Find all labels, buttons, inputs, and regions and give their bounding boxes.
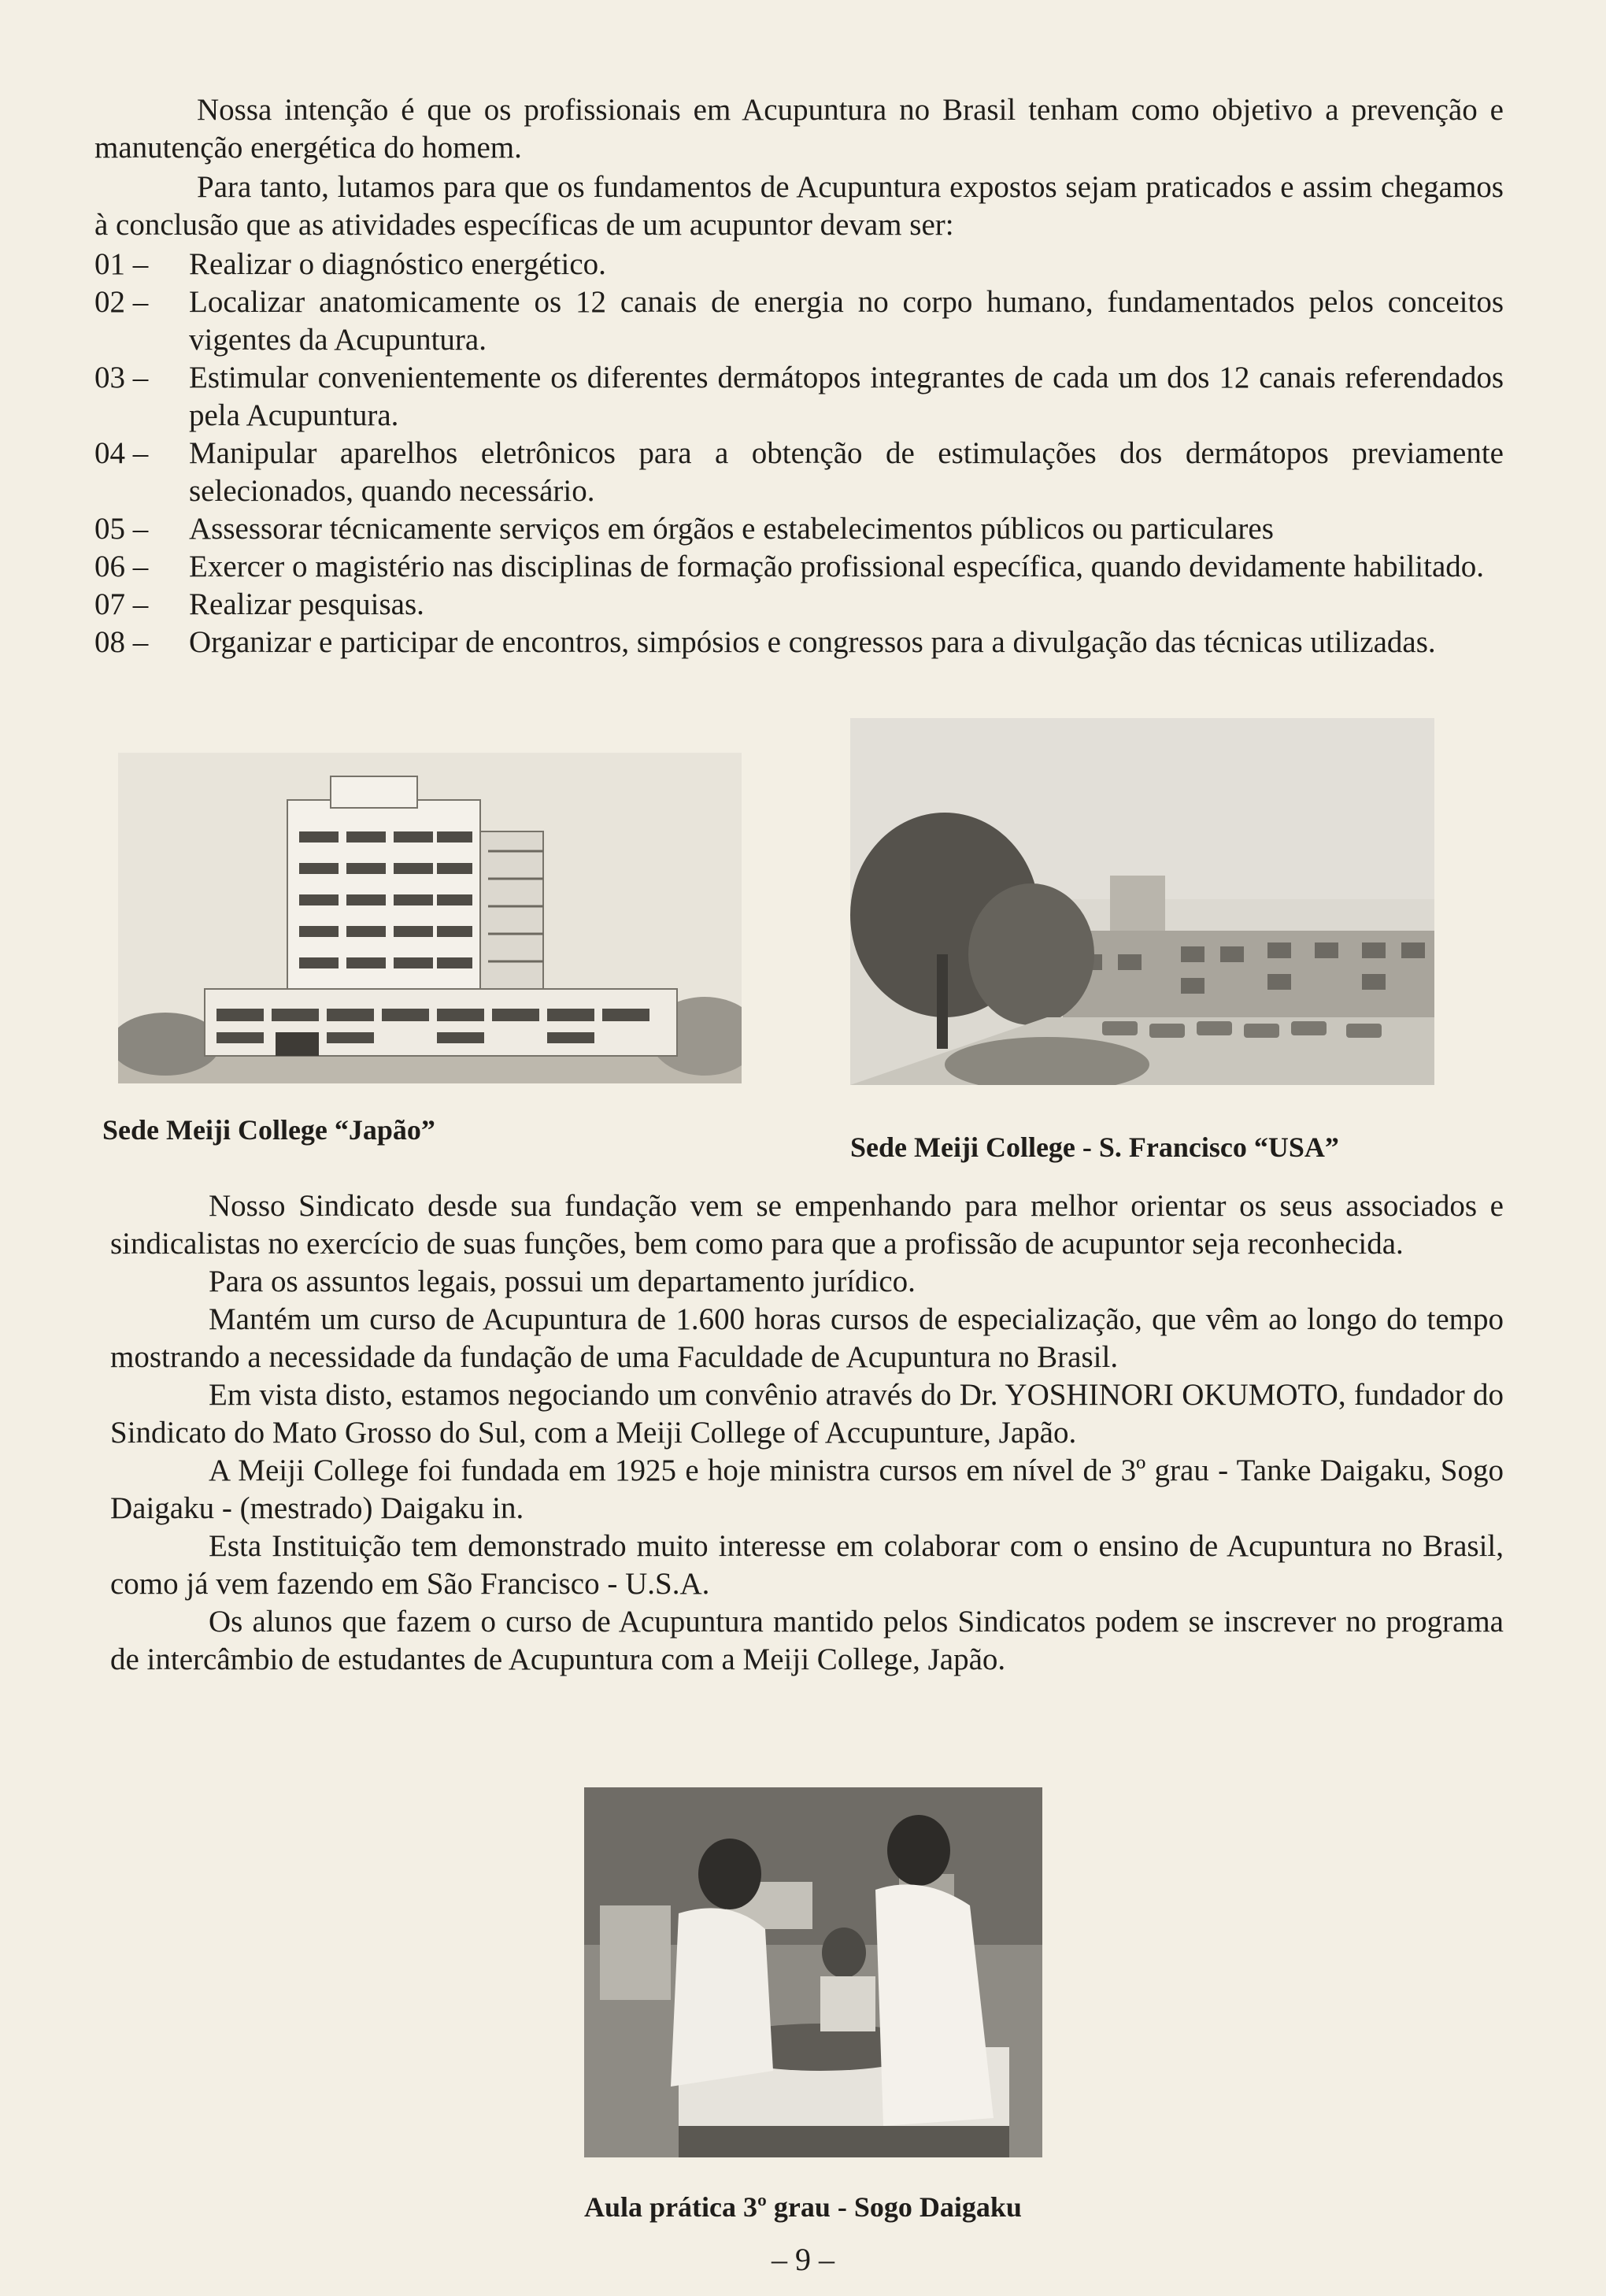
photo-meiji-japan — [118, 753, 742, 1083]
caption-meiji-japan: Sede Meiji College “Japão” — [102, 1114, 435, 1146]
list-item: 06 – Exercer o magistério nas disciplinas de formação profissional específica, quando devidamente habilitado. — [94, 550, 1485, 583]
paragraph: Em vista disto, estamos negociando um convênio através do Dr. YOSHINORI OKUMOTO, fundador do Sindicato do Mato Grosso do Sul, com a Meiji College of Accupunture, Japão. — [110, 1378, 1504, 1450]
activities-list — [94, 246, 1504, 661]
paragraph: Nosso Sindicato desde sua fundação vem se empenhando para melhor orientar os seus associados e sindicalistas no exercício de suas funções, bem como para que a profissão de acupuntor seja reconhecida. — [110, 1189, 1504, 1261]
list-item: 05 – Assessorar técnicamente serviços em órgãos e estabelecimentos públicos ou particulares — [94, 512, 1274, 546]
list-item: 01 – Realizar o diagnóstico energético. — [94, 247, 606, 281]
paragraph: Para os assuntos legais, possui um departamento jurídico. — [209, 1265, 916, 1298]
list-item: 02 – Localizar anatomicamente os 12 canais de energia no corpo humano, fundamentados pelos conceitos vigentes da Acupuntura. — [94, 285, 1504, 357]
paragraph: Esta Instituição tem demonstrado muito interesse em colaborar com o ensino de Acupuntura no Brasil, como já vem fazendo em São Francisco - U.S.A. — [110, 1529, 1504, 1601]
list-item: 08 – Organizar e participar de encontros, simpósios e congressos para a divulgação das técnicas utilizadas. — [94, 625, 1436, 659]
list-item: 07 – Realizar pesquisas. — [94, 587, 424, 621]
caption-practical-class: Aula prática 3º grau - Sogo Daigaku — [584, 2191, 1022, 2223]
list-item: 04 – Manipular aparelhos eletrônicos para a obtenção de estimulações dos dermátopos previamente selecionados, quando necessário. — [94, 436, 1504, 508]
page-number: – 9 – — [772, 2242, 834, 2277]
paragraph-activities-intro: Para tanto, lutamos para que os fundamentos de Acupuntura expostos sejam praticados e assim chegamos à conclusão que as atividades específicas de um acupuntor devam ser: — [94, 170, 1504, 242]
paragraph: Mantém um curso de Acupuntura de 1.600 horas cursos de especialização, que vêm ao longo do tempo mostrando a necessidade da fundação de uma Faculdade de Acupuntura no Brasil. — [110, 1302, 1504, 1374]
photo-meiji-sanfrancisco — [850, 718, 1434, 1085]
list-item: 03 – Estimular convenientemente os diferentes dermátopos integrantes de cada um dos 12 canais referendados pela Acupuntura. — [94, 361, 1504, 432]
paragraph: A Meiji College foi fundada em 1925 e hoje ministra cursos em nível de 3º grau - Tanke Daigaku, Sogo Daigaku - (mestrado) Daigaku in. — [110, 1454, 1504, 1525]
paragraph: Os alunos que fazem o curso de Acupuntura mantido pelos Sindicatos podem se inscrever no programa de intercâmbio de estudantes de Acupuntura com a Meiji College, Japão. — [110, 1605, 1504, 1676]
photo-practical-class — [584, 1787, 1042, 2157]
caption-meiji-sanfrancisco: Sede Meiji College - S. Francisco “USA” — [850, 1131, 1339, 1163]
paragraph-intro: Nossa intenção é que os profissionais em Acupuntura no Brasil tenham como objetivo a prevenção e manutenção energética do homem. — [94, 93, 1504, 165]
body-text-bottom — [110, 1187, 1504, 1679]
